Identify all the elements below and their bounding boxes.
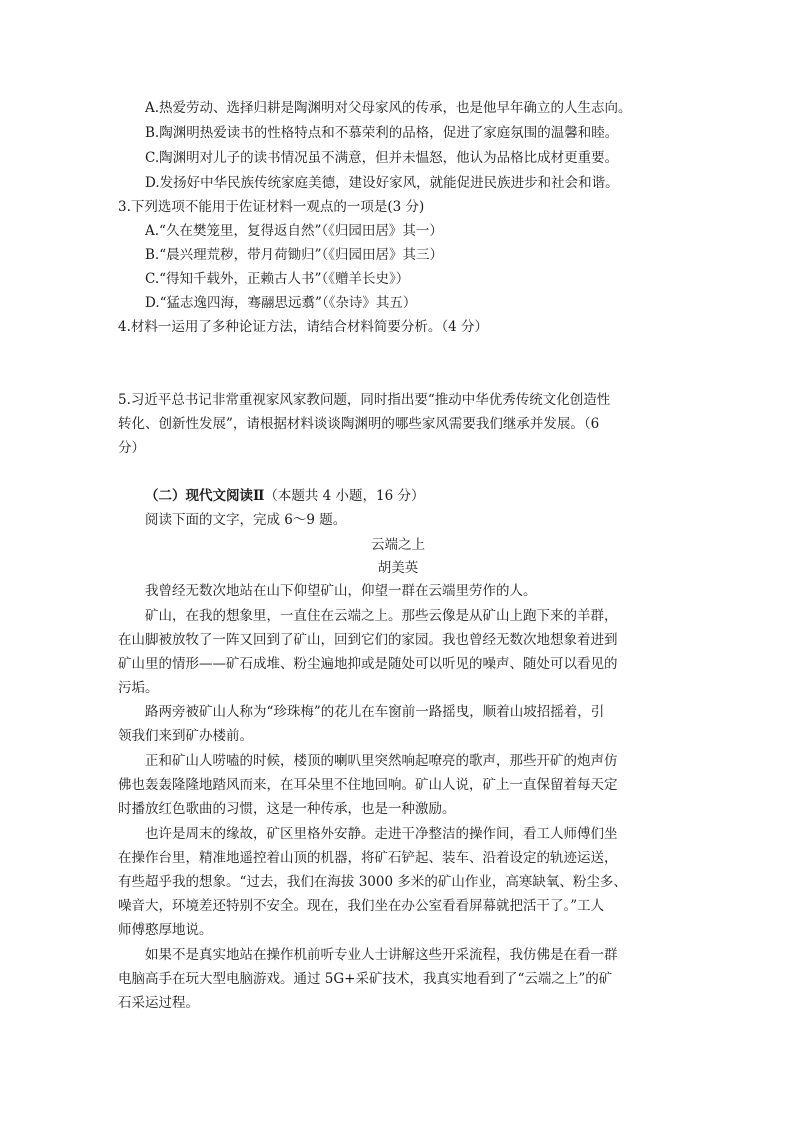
article-paragraph-2-line-2: 在山脚被放牧了一阵又回到了矿山，回到它们的家园。我也曾经无数次地想象着进到 [118, 632, 618, 648]
section-2-title: （二）现代文阅读Ⅱ [145, 488, 265, 504]
section-2-instruction: 阅读下面的文字，完成 6～9 题。 [145, 512, 347, 528]
option-a-prev: A.热爱劳动、选择归耕是陶渊明对父母家风的传承，也是他早年确立的人生志向。 [145, 100, 632, 116]
article-paragraph-5-line-4: 噪音大，环境差还特别不安全。现在，我们坐在办公室看看屏幕就把活干了。”工人 [118, 898, 605, 914]
section-2-heading [145, 484, 425, 508]
option-d-prev: D.发扬好中华民族传统家庭美德，建设好家风，就能促进民族进步和社会和谐。 [145, 175, 619, 191]
article-paragraph-5-line-3: 有些超乎我的想象。“过去，我们在海拔 3000 多米的矿山作业，高寒缺氧、粉尘多、 [118, 874, 627, 890]
question-5-line-1: 5.习近平总书记非常重视家风家教问题，同时指出要“推动中华优秀传统文化创造性 [118, 392, 611, 408]
question-3-option-a: A.“久在樊笼里，复得返自然”（《归园田居》其一） [145, 223, 443, 239]
article-paragraph-5-line-5: 师傅憨厚地说。 [118, 922, 213, 938]
question-5-line-2: 转化、创新性发展”，请根据材料谈谈陶渊明的哪些家风需要我们继承并发展。（6 [118, 416, 600, 432]
article-paragraph-3-line-1: 路两旁被矿山人称为“珍珠梅”的花儿在车窗前一路摇曳，顺着山坡招摇着，引 [145, 704, 605, 720]
question-3-option-b: B.“晨兴理荒秽，带月荷锄归”（《归园田居》其三） [145, 247, 444, 263]
article-paragraph-3-line-2: 领我们来到矿办楼前。 [118, 728, 253, 744]
article-paragraph-2-line-1: 矿山，在我的想象里，一直住在云端之上。那些云像是从矿山上跑下来的羊群， [145, 608, 618, 624]
section-2-title-note: （本题共 4 小题，16 分） [264, 488, 425, 504]
question-3-stem: 3.下列选项不能用于佐证材料一观点的一项是(3 分) [118, 199, 425, 215]
article-paragraph-1: 我曾经无数次地站在山下仰望矿山，仰望一群在云端里劳作的人。 [145, 583, 537, 599]
article-paragraph-6-line-3: 石采运过程。 [118, 995, 199, 1011]
article-paragraph-6-line-1: 如果不是真实地站在操作机前听专业人士讲解这些开采流程，我仿佛是在看一群 [145, 947, 618, 963]
article-paragraph-2-line-4: 污垢。 [118, 680, 159, 696]
question-4: 4.材料一运用了多种论证方法，请结合材料简要分析。（4 分） [118, 319, 489, 335]
article-author: 胡美英 [377, 560, 419, 576]
option-c-prev: C.陶渊明对儿子的读书情况虽不满意，但并未愠怒，他认为品格比成材更重要。 [145, 150, 619, 166]
option-b-prev: B.陶渊明热爱读书的性格特点和不慕荣利的品格，促进了家庭氛围的温馨和睦。 [145, 125, 619, 141]
article-paragraph-2-line-3: 矿山里的情形——矿石成堆、粉尘遍地抑或是随处可以听见的噪声、随处可以看见的 [118, 656, 618, 672]
article-paragraph-4-line-1: 正和矿山人唠嗑的时候，楼顶的喇叭里突然响起嘹亮的歌声，那些开矿的炮声仿 [145, 753, 618, 769]
article-paragraph-4-line-2: 佛也轰轰隆隆地踏风而来，在耳朵里不住地回响。矿山人说，矿上一直保留着每天定 [118, 777, 618, 793]
article-paragraph-6-line-2: 电脑高手在玩大型电脑游戏。通过 5G+采矿技术，我真实地看到了“云端之上”的矿 [118, 971, 613, 987]
article-paragraph-5-line-2: 在操作台里，精准地遥控着山顶的机器，将矿石铲起、装车、沿着设定的轨迹运送， [118, 850, 618, 866]
article-paragraph-5-line-1: 也许是周末的缘故，矿区里格外安静。走进干净整洁的操作间，看工人师傅们坐 [145, 826, 618, 842]
question-5-line-3: 分） [118, 440, 145, 456]
article-paragraph-4-line-3: 时播放红色歌曲的习惯，这是一种传承，也是一种激励。 [118, 801, 456, 817]
question-3-option-c: C.“得知千载外，正赖古人书”（《赠羊长史》） [145, 271, 410, 287]
article-title: 云端之上 [371, 537, 425, 553]
question-3-option-d: D.“猛志逸四海，骞翮思远翥”（《杂诗》其五） [145, 295, 417, 311]
